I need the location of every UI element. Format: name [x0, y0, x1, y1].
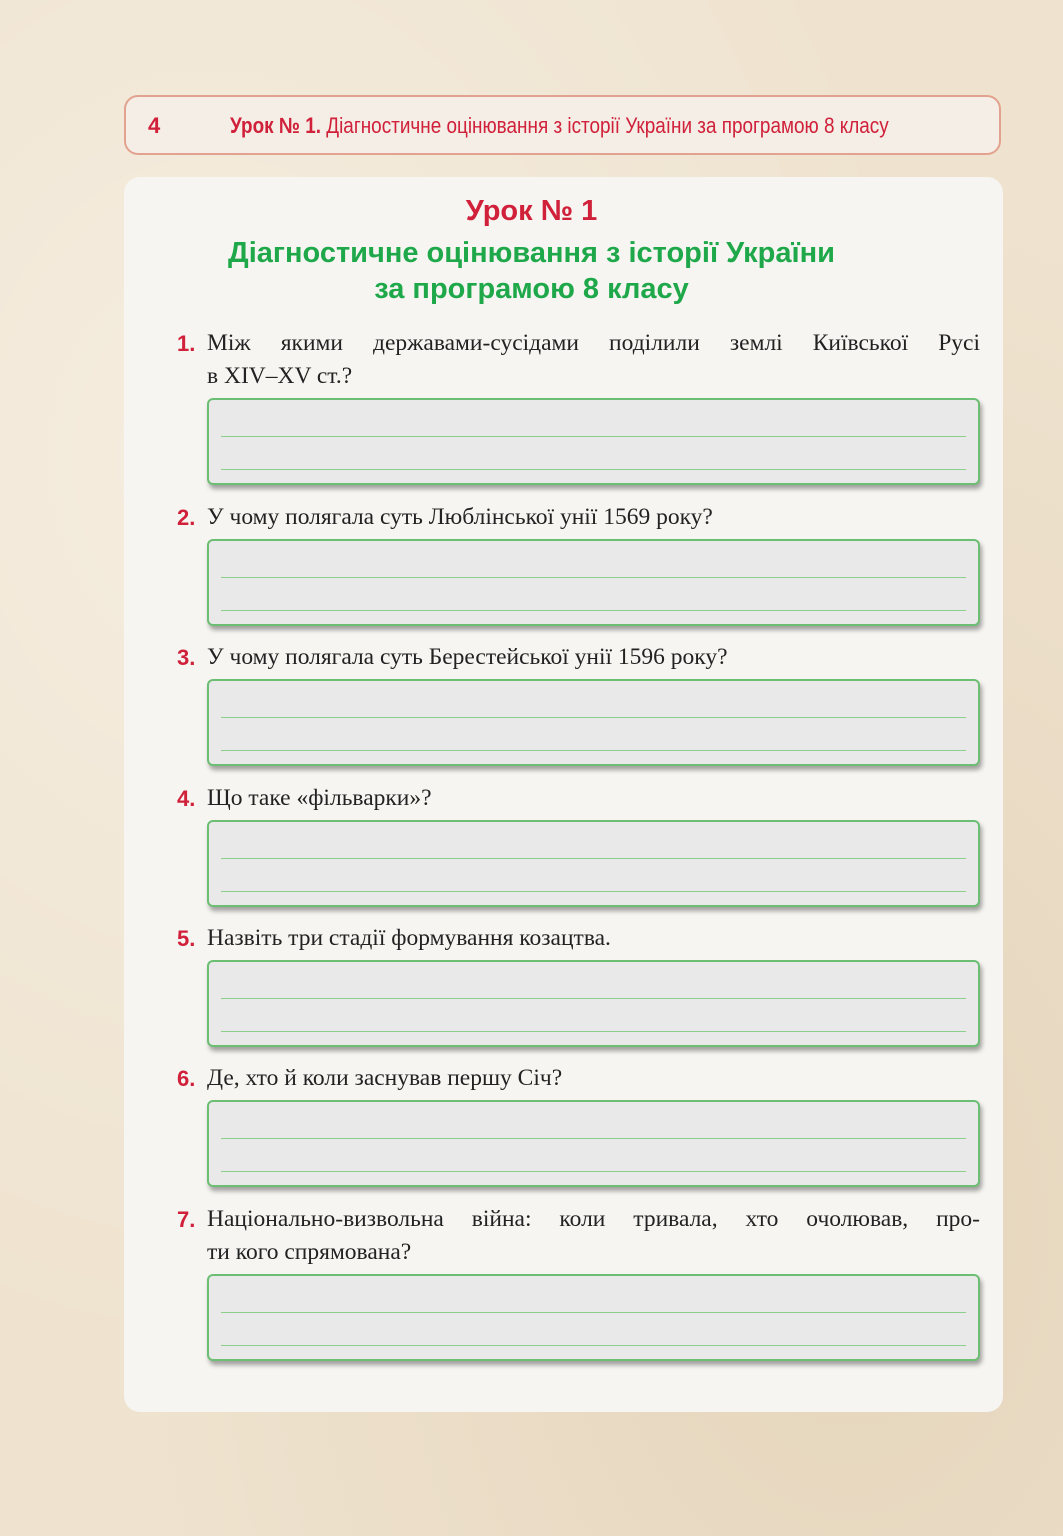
question-number: 6.	[177, 1066, 196, 1091]
question-text: Що таке «фільварки»?	[207, 785, 432, 811]
question-7	[177, 1203, 980, 1269]
question-number: 2.	[177, 505, 196, 530]
question-number: 3.	[177, 645, 196, 670]
lesson-title-line2: за програмою 8 класу	[374, 273, 689, 305]
question-number: 7.	[177, 1207, 196, 1232]
answer-line	[221, 891, 966, 892]
question-text: Між якими державами-сусідами поділили землі Київської Русі	[207, 330, 980, 356]
answer-line	[221, 436, 966, 437]
header-title	[230, 113, 889, 139]
question-text: Назвіть три стадії формування козацтва.	[207, 925, 611, 951]
answer-line	[221, 577, 966, 578]
answer-line	[221, 717, 966, 718]
answer-box-6[interactable]	[207, 1100, 980, 1187]
answer-box-4[interactable]	[207, 820, 980, 907]
lesson-heading: Урок № 1	[465, 195, 598, 227]
answer-line	[221, 610, 966, 611]
question-text: У чому полягала суть Люблінської унії 1569 року?	[207, 504, 713, 530]
question-5	[177, 922, 980, 955]
question-3	[177, 641, 980, 674]
question-number: 5.	[177, 926, 196, 951]
answer-line	[221, 1312, 966, 1313]
question-6	[177, 1062, 980, 1095]
answer-box-2[interactable]	[207, 539, 980, 626]
answer-line	[221, 1345, 966, 1346]
answer-line	[221, 750, 966, 751]
answer-box-7[interactable]	[207, 1274, 980, 1361]
answer-line	[221, 1031, 966, 1032]
answer-box-3[interactable]	[207, 679, 980, 766]
question-number: 4.	[177, 786, 196, 811]
answer-line	[221, 858, 966, 859]
lesson-title-line1: Діагностичне оцінювання з історії України	[228, 237, 835, 269]
question-1	[177, 327, 980, 393]
answer-line	[221, 998, 966, 999]
answer-box-1[interactable]	[207, 398, 980, 485]
question-text: ти кого спрямована?	[207, 1239, 412, 1265]
answer-line	[221, 1171, 966, 1172]
question-text: У чому полягала суть Берестейської унії 1596 року?	[207, 644, 728, 670]
header-lesson-title: Діагностичне оцінювання з історії України за програмою 8 класу	[326, 113, 889, 138]
question-text: Де, хто й коли заснував першу Січ?	[207, 1065, 563, 1091]
question-text: в XIV–XV ст.?	[207, 363, 353, 389]
answer-box-5[interactable]	[207, 960, 980, 1047]
question-text: Національно-визвольна війна: коли тривала, хто очолював, про-	[207, 1206, 980, 1232]
question-number: 1.	[177, 331, 196, 356]
question-2	[177, 501, 980, 534]
page-number: 4	[148, 113, 161, 138]
answer-line	[221, 469, 966, 470]
question-4	[177, 782, 980, 815]
answer-line	[221, 1138, 966, 1139]
header-lesson-label: Урок № 1.	[230, 113, 322, 138]
running-header	[124, 95, 1001, 155]
